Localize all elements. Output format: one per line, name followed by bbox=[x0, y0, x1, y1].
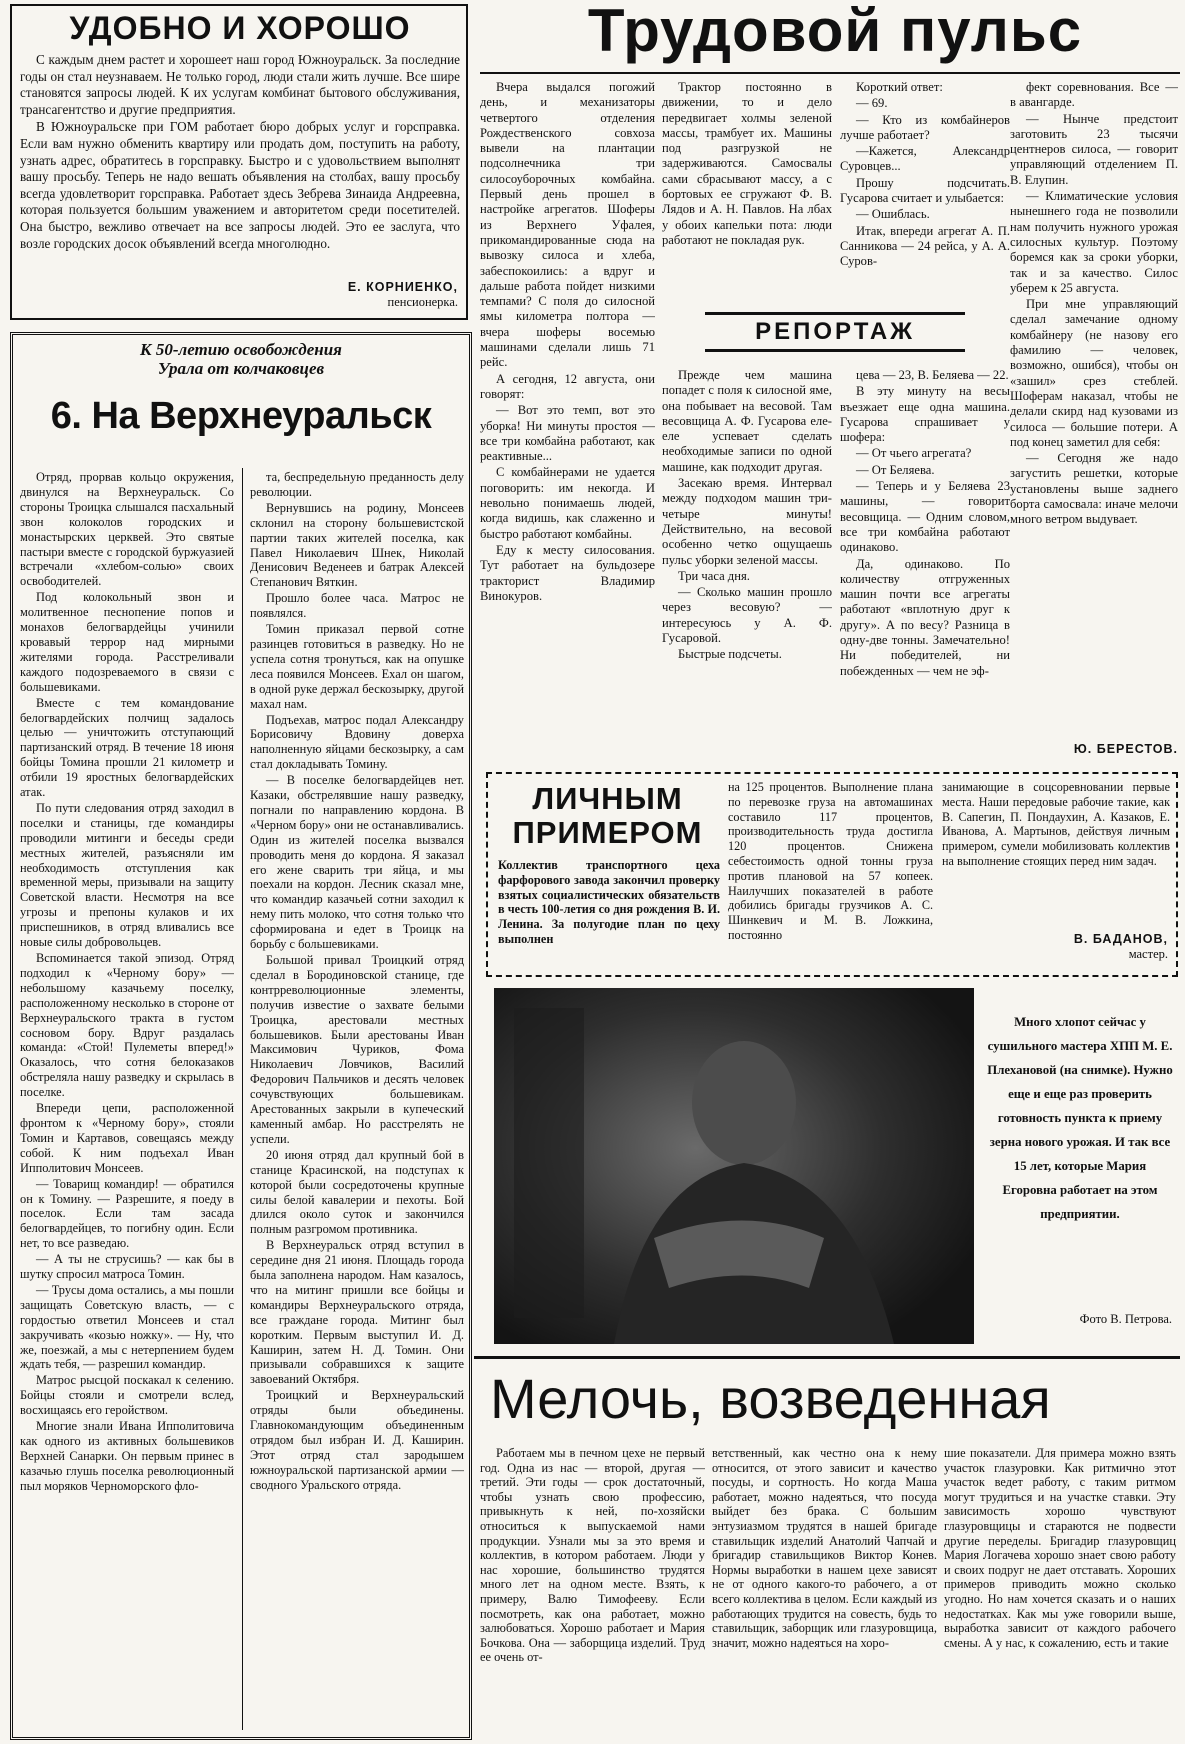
udobno-text bbox=[20, 52, 460, 277]
verkh-c1-p8: — А ты не струсишь? — как бы в шутку спросил матроса Томин. bbox=[20, 1252, 234, 1282]
trud-c1-p3: — Вот это темп, вот это уборка! Ни минуты простоя — все три комбайна работают, как реактивные... bbox=[480, 403, 655, 464]
trud-c3-p5: Прошу подсчитать. Гусарова считает и улыбается: bbox=[840, 175, 1010, 206]
trud-c3-p3: — Кто из комбайнеров лучше работает? bbox=[840, 112, 1010, 142]
udobno-para-1: С каждым днем растет и хорошеет наш город Южноуральск. За последние годы он стал неузнаваем. Не только город, люди стали жить лучше. Все шире становятся запросы людей. К их услугам комбинат бытового обслуживания, трансагентство и другие предприятия. bbox=[20, 52, 460, 117]
verkh-c1-p1: Отряд, прорвав кольцо окружения, двинулся на Верхнеуральск. Со стороны Троицка слышался пасхальный звон колоколов городских и монастырских церквей. Это святые пастыри вместе с городской буржуазией встречали «хлебом-солью» своих освободителей. bbox=[20, 470, 234, 589]
verkh-c2-p9: В Верхнеуральск отряд вступил в середине дня 21 июня. Площадь города была заполнена народом. Нам казалось, что на митинг пришли все бойцы и командиры Верхнеуральского отряда, все граждане города. Митинг был коротким. Первым выступил И. Д. Каширин, затем Н. Д. Томин. Они призывали собравшихся к защите завоеваний Октября. bbox=[250, 1238, 464, 1387]
verkh-c1-p7: — Товарищ командир! — обратился он к Томину. — Разрешите, я поеду в поселок. Если там засада белогвардейцев, то погибну один. Если нет, то все разведаю. bbox=[20, 1176, 234, 1251]
verkh-c2-p5: Подъехав, матрос подал Александру Борисовичу Вдовину доверха наполненную яйцами бескозырку, а сам стал докладывать Томину. bbox=[250, 712, 464, 772]
meloch-col-2: ветственный, как честно она к нему относится, от этого зависит и качество посуды, и сортность. Но когда Маша работает, можно надеяться, что посуда выйдет без брака. С большим энтузиазмом трудятся в нашей бригаде ставильщик изделий Анатолий Чапчай и бригадир ставильщиков Виктор Конев. Нормы выработки в нашем цехе зависят не от одного какого-то рабочего, а от всего коллектива в целом. Если каждый из работающих трудится на совесть, будь то ставильщик, заборщик или глазуровщица, значит, можно надеяться на хоро- bbox=[712, 1446, 937, 1650]
photo-image bbox=[494, 988, 974, 1344]
trud-c3-p6: — Ошиблась. bbox=[856, 207, 930, 222]
udobno-signature bbox=[200, 280, 458, 310]
verkh-c1-p11: Многие знали Ивана Ипполитовича как одного из активных большевиков Верхней Санарки. Он первым принес в казачью глушь поселка революционный пыл моряков Черноморского фло- bbox=[20, 1419, 234, 1493]
verkh-c2-p4: Томин приказал первой сотне разинцев готовиться в разведку. Но не успела сотня тронуться, как на опушке леса появился Монсеев. Ехал он шагом, в одной руке держал бескозырку, другой махал нам. bbox=[250, 622, 464, 711]
rep-c2-p4: — Сколько машин прошло через весовую? — интересуюсь у А. Ф. Гусаровой. bbox=[662, 585, 832, 646]
lichnym-col-2: на 125 процентов. Выполнение плана по перевозке груза на автомашинах составило 117 процентов, производительность труда достигла 120 процентов. Снижена себестоимость одной тонны груза против плановой на 57 копеек. Наилучших показателей в работе добились бригады грузчиков А. С. Шинкевич и М. В. Ложкина, постоянно bbox=[728, 780, 933, 942]
verkhneuralsk-col-2 bbox=[250, 470, 464, 1735]
lichnym-title-line-2: ПРИМЕРОМ bbox=[512, 815, 703, 850]
trudovoy-col-1 bbox=[480, 80, 655, 760]
trud-c1-p5: Еду к месту силосования. Тут работает на бульдозере тракторист Владимир Винокуров. bbox=[480, 542, 655, 603]
rep-c3-p2: В эту минуту на весы въезжает еще одна машина. Гусарова спрашивает у шофера: bbox=[840, 384, 1010, 445]
reportage-col-3 bbox=[840, 368, 1010, 760]
verkhneuralsk-rubric bbox=[20, 340, 462, 378]
trud-c3-p7: Итак, впереди агрегат А. П. Санникова — 24 рейса, у А. А. Суров- bbox=[840, 223, 1010, 269]
verkh-c1-p9: — Трусы дома остались, а мы пошли защищать Советскую власть, — с гордостью ответил Монсеев и стал закручивать «козью ножку». — Ну, что же, поезжай, а мы с нетерпением будем ждать тебя, — разрешил командир. bbox=[20, 1282, 234, 1372]
verkh-c1-p4: По пути следования отряд заходил в поселки и станицы, где командиры проводили митинги и беседы среди местных жителей, разъясняли им необходимость отступления как временной меры, призывали на защиту Советской власти. Несмотря на все угрозы и препоны кулаков и их приспешников, в отряд вливались все новые силы добровольцев. bbox=[20, 800, 234, 950]
worker-photo bbox=[494, 988, 974, 1344]
meloch-col-3: шие показатели. Для примера можно взять участок глазуровки. Как ритмично этот участок ведет работу, с таким ритмом могут трудиться и на участке ставки. Эту зависимость хорошо чувствуют глазуровщицы и стараются не подвести другие переделы. Бригадир глазуровщиц Мария Логачева хорошо знает свою работу и своих подруг не дает отставать. Хороших примеров приводить можно сколько угодно. Но нам хочется сказать и о наших недостатках. Как мы уже говорили выше, выработка зависит от каждого рабочего смены. А у нас, к сожалению, есть и такие bbox=[944, 1446, 1176, 1650]
trud-c4-p4: При мне управляющий сделал замечание одному комбайнеру (не назову его фамилию — человек, возможно, ошибся), чтобы он «зашил» срез стеблей. Шоферам наказал, чтобы не делали скирд над кузовами из силоса — большие потери. А под конец заметил для себя: bbox=[1010, 297, 1178, 449]
rep-c3-p3: — От чьего агрегата? bbox=[856, 446, 972, 461]
udobno-para-2: В Южноуральске при ГОМ работает бюро добрых услуг и горсправка. Если вам нужно обменить квартиру или продать дом, поступить на работу, узнать адрес, обратитесь в горсправку. Быстро и с удовольствием выполнят вашу просьбу. Теперь не надо вешать объявления на столбах, вашу просьбу всегда удовлетворит горсправка. Работает здесь Зебрева Зинаида Андреевна, которая пользуется большим уважением и авторитетом среди посетителей. Она быстро, вежливо отвечает на все запросы людей. Это ее заслуга, что возле городских досок объявлений всегда многолюдно. bbox=[20, 119, 460, 251]
trudovoy-top-rule bbox=[480, 72, 1180, 74]
verkh-c1-p6: Впереди цепи, расположенной фронтом к «Черному бору», стояли Томин и Картавов, совещаясь между собой. К ним подъехал Иван Ипполитович Монсеев. bbox=[20, 1101, 234, 1175]
rep-c2-p2: Засекаю время. Интервал между подходом машин три-четыре минуты! Действительно, на весовой особенно четко ощущаешь пульс уборки зеленой массы. bbox=[662, 476, 832, 567]
lichnym-title bbox=[495, 782, 720, 850]
verkh-c2-p1: та, беспредельную преданность делу революции. bbox=[250, 470, 464, 499]
verkh-c1-p5: Вспоминается такой эпизод. Отряд подходил к «Черному бору» — небольшому казачьему поселку, расположенному несколько в стороне от Верхнеуральского тракта в густом сосновом бору. Вдруг раздалась команда: «Стой! Пулеметы вперед!» Оказалось, что сотня белоказаков обстреляла нашу разведку и скрылась в поселке. bbox=[20, 951, 234, 1100]
rubric-line-1: К 50-летию освобождения bbox=[140, 340, 342, 359]
trudovoy-col-3-top bbox=[840, 80, 1010, 305]
trud-c4-p1: фект соревнования. Все — в авангарде. bbox=[1010, 80, 1178, 110]
trud-c1-p4: С комбайнерами не удается поговорить: им некогда. И невольно понимаешь людей, когда видишь, как слаженно и быстро работают комбайны. bbox=[480, 465, 655, 541]
trudovoy-col-2-top bbox=[662, 80, 832, 305]
meloch-top-rule bbox=[474, 1356, 1180, 1359]
trud-c3-p2: — 69. bbox=[856, 96, 888, 111]
lichnym-col-3: занимающие в соцсоревновании первые места. Наши передовые рабочие такие, как В. Сапегин, П. Пондаухин, А. Казаков, Е. Иванова, А. Мартынов, действуя личным примером, сумели мобилизовать коллектив на выполнение стоящих перед ним задач. bbox=[942, 780, 1170, 868]
trudovoy-col-4 bbox=[1010, 80, 1178, 740]
verkhneuralsk-divider bbox=[242, 468, 243, 1730]
udobno-author-role: пенсионерка. bbox=[387, 295, 458, 309]
trudovoy-title: Трудовой пульс bbox=[587, 0, 1083, 64]
meloch-col-1: Работаем мы в печном цехе не первый год. Одна из нас — второй, другая — третий. Эти годы — срок достаточный, чтобы узнать свою профессию, привыкнуть к ней, по-хозяйски относиться к выпускаемой нами продукции. Узнали мы за это время и коллектив, в котором работаем. Люди у нас хорошие, большинство трудятся много лет на одном месте. Взять, к примеру, Валю Тимофееву. Если посмотреть, как она работает, можно залюбоваться. Хорошо работает и Мария Бочкова. Она — заборщица изделий. Труд ее очень от- bbox=[480, 1446, 705, 1665]
verkh-c1-p3: Вместе с тем командование белогвардейских полчищ задалось целью — уничтожить отступающий партизанский отряд. В течение 18 июня бойцы Томина прошли 21 километр и отбили 19 яростных белогвардейских атак. bbox=[20, 695, 234, 800]
trud-c1-p2: А сегодня, 12 августа, они говорят: bbox=[480, 371, 655, 401]
photo-credit: Фото В. Петрова. bbox=[1079, 1312, 1172, 1326]
rep-c3-p1: цева — 23, В. Беляева — 22. bbox=[856, 368, 1009, 382]
udobno-author: Е. КОРНИЕНКО, bbox=[347, 280, 458, 294]
verkh-c1-p2: Под колокольный звон и молитвенное песнопение попов и монахов белогвардейцы учинили кровавый террор над мирными жителями города. Расстреливали каждого подозреваемого в связи с большевиками. bbox=[20, 590, 234, 694]
trud-c1-p1: Вчера выдался погожий день, и механизаторы четвертого отделения Рождественского совхоза вывели на плантации подсолнечника три силосоуборочных комбайна. Первый день прошел в настройке агрегатов. Шоферы из Верхнего Уфалея, прикомандированные сюда на вывозку силоса и хлеба, забеспокоились: а вдруг и дальше работа пойдет низкими темпами? С поля до силосной ямы километра полтора — вчера шоферы восемью машинами сделали лишь 71 рейс. bbox=[480, 80, 655, 370]
lichnym-lead: Коллектив транспортного цеха фарфорового завода закончил проверку взятых социалистических обязательств в честь 100-летия со дня рождения В. И. Ленина. За полугодие план по цеху выполнен bbox=[498, 858, 720, 946]
trud-c3-p4: —Кажется, Александр Суровцев... bbox=[840, 144, 1010, 174]
trud-c4-p5: — Сегодня же надо загустить решетки, которые установлены выше заднего борта самосвала: иначе мелочи много ветром выдувает. bbox=[1010, 451, 1178, 527]
rep-c3-p5: — Теперь и у Беляева 23 машины, — говорит весовщица. — Одним словом, все три комбайна работают одинаково. bbox=[840, 479, 1010, 555]
lichnym-author-role: мастер. bbox=[1128, 947, 1168, 961]
trud-c4-p3: — Климатические условия нынешнего года не позволили нам получить нужного урожая силосных культур. Поэтому боремся как за сроки уборки, так и за качество. Силос уберем к 25 августа. bbox=[1010, 189, 1178, 295]
verkh-c2-p10: Троицкий и Верхнеуральский отряды были объединены. Главнокомандующим объединенным отрядом был избран И. Д. Каширин. Этот отряд стал зародышем южноуральской партизанской армии — сводного Уральского отряда. bbox=[250, 1388, 464, 1492]
meloch-title: Мелочь, возведенная bbox=[490, 1367, 1051, 1430]
rep-c2-p3: Три часа дня. bbox=[678, 568, 750, 583]
trud-c3-p1: Короткий ответ: bbox=[856, 80, 943, 94]
lichnym-title-line-1: ЛИЧНЫМ bbox=[532, 781, 683, 816]
lichnym-signature bbox=[942, 932, 1168, 962]
trudovoy-author: Ю. БЕРЕСТОВ. bbox=[1073, 742, 1178, 756]
rep-c3-p6: Да, одинаково. По количеству отгруженных машин почти все агрегаты работают «вплотную друг к другу». А по весу? Разница в одну-две тонны. Замечательно! Ни победителей, ни побежденных — чем не эф- bbox=[840, 556, 1010, 678]
rubric-line-2: Урала от колчаковцев bbox=[157, 359, 325, 378]
rep-c2-p1: Прежде чем машина попадет с поля к силосной яме, она побывает на весовой. Там весовщица А. Ф. Гусарова еле-еле успевает сделать необходимые записи по одной машине, как подходит другая. bbox=[662, 368, 832, 474]
verkh-c1-p10: Матрос рысцой поскакал к селению. Бойцы стояли и смотрели вслед, восхищаясь его геройством. bbox=[20, 1373, 234, 1418]
udobno-title: УДОБНО И ХОРОШО bbox=[69, 10, 411, 46]
reportage-col-2 bbox=[662, 368, 832, 760]
verkh-c2-p2: Вернувшись на родину, Монсеев склонил на сторону большевистской партии таких жителей поселка, как Павел Николаевич Шнек, Николай Денисович Веденеев и батрак Алексей Степанович Вяткин. bbox=[250, 500, 464, 590]
lichnym-author: В. БАДАНОВ, bbox=[1073, 932, 1168, 946]
trudovoy-signature bbox=[1010, 742, 1178, 757]
rep-c2-p5: Быстрые подсчеты. bbox=[678, 647, 782, 662]
trud-c2-p1: Трактор постоянно в движении, то и дело передвигает холмы зеленой массы, трамбует их. Машины под разгрузкой не задерживаются. Самосвалы сами сбрасывают массу, а с бортовых ее сгружают Ф. В. Лядов и А. Н. Павлов. На лбах у обоих капельки пота: люди работают не покладая рук. bbox=[662, 80, 832, 247]
verkhneuralsk-col-1 bbox=[20, 470, 234, 1735]
verkh-c2-p3: Прошло более часа. Матрос не появлялся. bbox=[250, 591, 464, 621]
verkh-c2-p7: Большой привал Троицкий отряд сделал в Бородиновской станице, где контрреволюционные элементы, получив известие о захвате белыми Троицка, арестовали местных большевиков. Были арестованы Иван Максимович Чуриков, Фома Николаевич Ловчиков, Василий Федорович Пальчиков и десять человек сочувствующих большевикам. Арестованных закрыли в купеческий каменный амбар. Но расстрелять не успели. bbox=[250, 953, 464, 1146]
rep-c3-p4: — От Беляева. bbox=[856, 462, 935, 477]
verkhneuralsk-title: 6. На Верхнеуральск bbox=[50, 395, 432, 437]
verkh-c2-p6: — В поселке белогвардейцев нет. Казаки, обстрелявшие нашу разведку, погнали по направлению кордона. В «Черном бору» они не останавливались. Один из жителей поселка вызвался проводить меня до кордона. Я заказал его жене сварить три яйца, и мы поехали на кордон. Лесник сказал мне, что командир казачьей сотни заходил к нему пить молоко, что сотня только что сформирована и едет в Троицк на борьбу с большевиками. bbox=[250, 773, 464, 952]
reportage-label: РЕПОРТАЖ bbox=[755, 318, 915, 345]
verkh-c2-p8: 20 июня отряд дал крупный бой в станице Красинской, на подступах к которой были сосредоточены крупные силы белой кавалерии и пехоты. Бой длился около суток и закончился полным разгромом противника. bbox=[250, 1147, 464, 1237]
photo-caption: Много хлопот сейчас у сушильного мастера ХПП М. Е. Плехановой (на снимке). Нужно еще и еще раз проверить готовность пункта к приему зерна нового урожая. И так все 15 лет, которые Мария Егоровна работает на этом предприятии. bbox=[987, 1015, 1173, 1221]
trud-c4-p2: — Нынче предстоит заготовить 23 тысячи центнеров силоса, — говорит управляющий отделением П. В. Елупин. bbox=[1010, 111, 1178, 187]
